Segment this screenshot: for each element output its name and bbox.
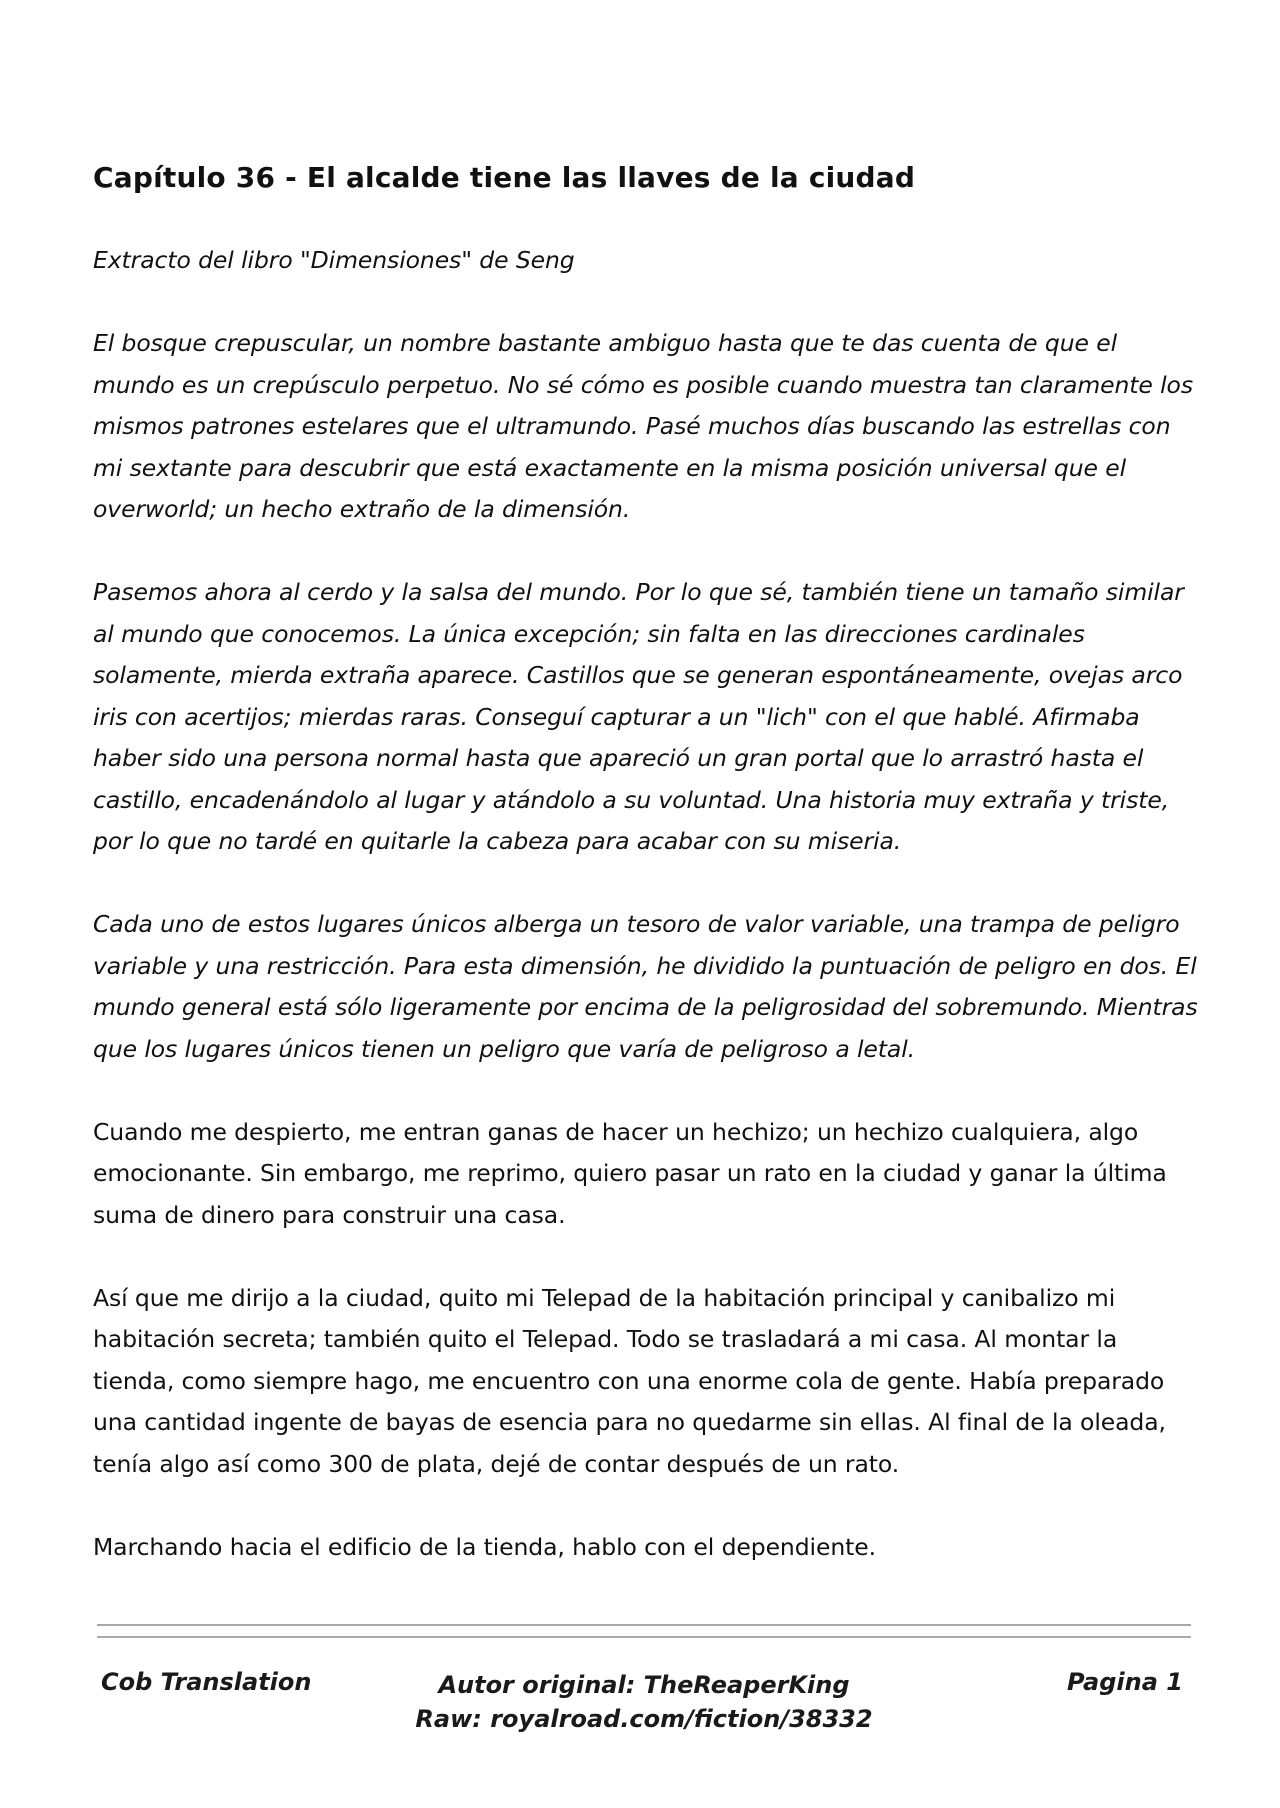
footer-original-author: Autor original: TheReaperKing (438, 1671, 850, 1699)
chapter-title: Capítulo 36 - El alcalde tiene las llaves de la ciudad (93, 161, 916, 194)
page-footer (97, 1668, 1191, 1748)
story-paragraph: Así que me dirijo a la ciudad, quito mi Telepad de la habitación principal y canibalizo mi habitación secreta; también quito el Telepad. Todo se trasladará a mi casa. Al montar la tienda, como siempre hago, me encuentro con una enorme cola de gente. Había preparado una cantidad ingente de bayas de esencia para no quedarme sin ellas. Al final de la oleada, tenía algo así como 300 de plata, dejé de contar después de un rato. (93, 1283, 1166, 1478)
document-body (93, 158, 1205, 1610)
footer-divider (97, 1636, 1191, 1638)
footer-divider (97, 1624, 1191, 1626)
footer-credits (97, 1668, 1191, 1736)
footer-translator: Cob Translation (101, 1668, 312, 1696)
story-paragraph: Marchando hacia el edificio de la tienda, hablo con el dependiente. (93, 1532, 876, 1561)
excerpt-paragraph: El bosque crepuscular, un nombre bastante ambiguo hasta que te das cuenta de que el mundo es un crepúsculo perpetuo. No sé cómo es posible cuando muestra tan claramente los mismos patrones estelares que el ultramundo. Pasé muchos días buscando las estrellas con mi sextante para descubrir que está exactamente en la misma posición universal que el overworld; un hecho extraño de la dimensión. (93, 329, 1193, 523)
excerpt-paragraph: Pasemos ahora al cerdo y la salsa del mundo. Por lo que sé, también tiene un tamaño similar al mundo que conocemos. La única excepción; sin falta en las direcciones cardinales solamente, mierda extraña aparece. Castillos que se generan espontáneamente, ovejas arco iris con acertijos; mierdas raras. Conseguí capturar a un "lich" con el que hablé. Afirmaba haber sido una persona normal hasta que apareció un gran portal que lo arrastró hasta el castillo, encadenándolo al lugar y atándolo a su voluntad. Una historia muy extraña y triste, por lo que no tardé en quitarle la cabeza para acabar con su miseria. (93, 578, 1184, 855)
book-excerpt-heading: Extracto del libro "Dimensiones" de Seng (93, 246, 575, 274)
story-paragraph: Cuando me despierto, me entran ganas de hacer un hechizo; un hechizo cualquiera, algo emocionante. Sin embargo, me reprimo, quiero pasar un rato en la ciudad y ganar la última suma de dinero para construir una casa. (93, 1117, 1167, 1229)
footer-raw-source: Raw: royalroad.com/fiction/38332 (415, 1705, 873, 1733)
footer-page-number: Pagina 1 (1067, 1668, 1183, 1696)
excerpt-paragraph: Cada uno de estos lugares únicos alberga un tesoro de valor variable, una trampa de peligro variable y una restricción. Para esta dimensión, he dividido la puntuación de peligro en dos. El mundo general está sólo ligeramente por encima de la peligrosidad del sobremundo. Mientras que los lugares únicos tienen un peligro que varía de peligroso a letal. (93, 910, 1198, 1063)
